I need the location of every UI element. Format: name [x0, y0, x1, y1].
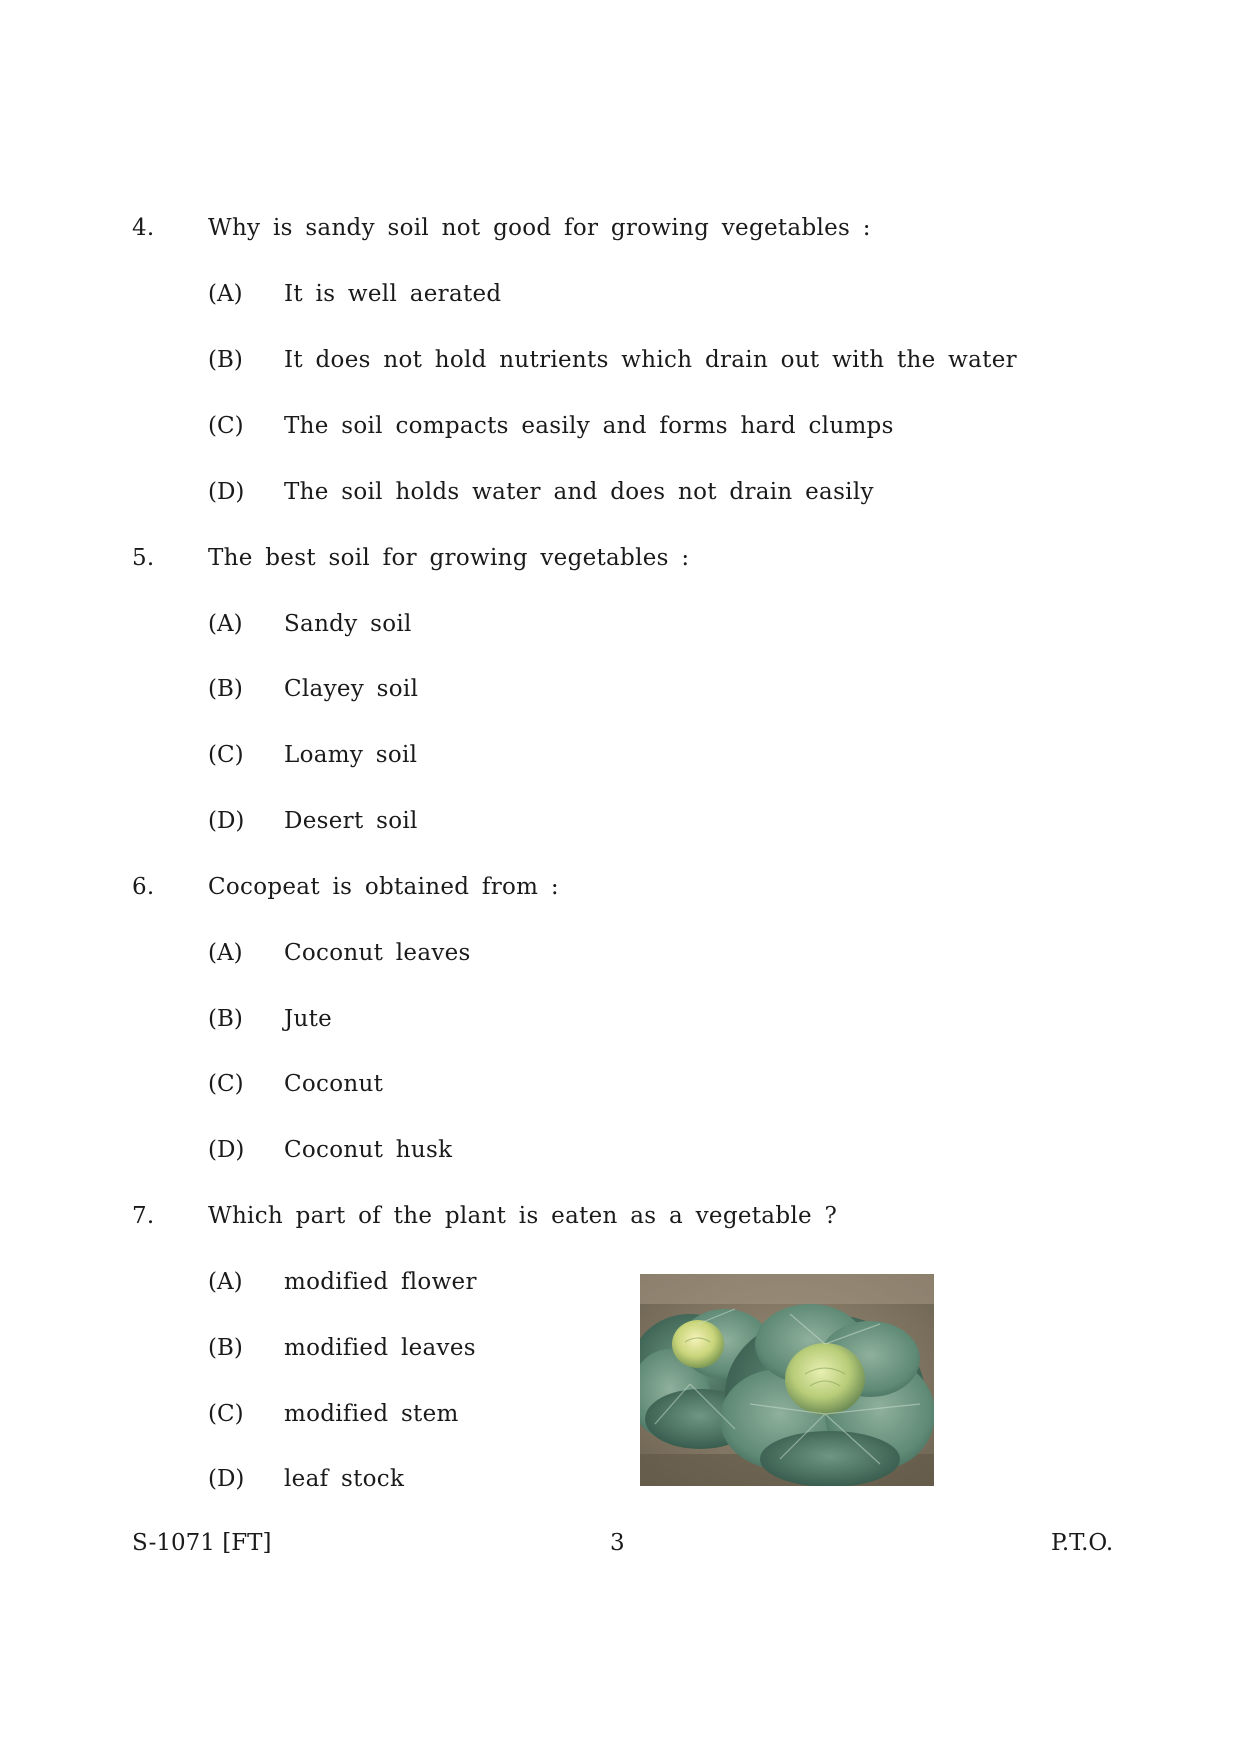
option-letter: (B)	[208, 1335, 243, 1361]
option-a	[0, 609, 1240, 639]
option-letter: (A)	[208, 940, 243, 966]
option-d	[0, 806, 1240, 836]
please-turn-over: P.T.O.	[1051, 1530, 1114, 1556]
option-text: Clayey soil	[284, 676, 419, 702]
option-text: Loamy soil	[284, 742, 418, 768]
question-text: Which part of the plant is eaten as a vegetable ?	[208, 1203, 838, 1229]
option-letter: (C)	[208, 742, 244, 768]
option-letter: (D)	[208, 1137, 245, 1163]
question-number: 4.	[132, 215, 155, 241]
option-text: Coconut leaves	[284, 940, 471, 966]
question-text: Cocopeat is obtained from :	[208, 874, 559, 900]
option-letter: (C)	[208, 1401, 244, 1427]
question-number: 6.	[132, 874, 155, 900]
option-text: modified leaves	[284, 1335, 476, 1361]
option-d	[0, 1135, 1240, 1165]
option-letter: (C)	[208, 1071, 244, 1097]
option-letter: (A)	[208, 611, 243, 637]
page-number: 3	[610, 1530, 625, 1556]
option-letter: (C)	[208, 413, 244, 439]
option-text: Sandy soil	[284, 611, 412, 637]
option-text: modified flower	[284, 1269, 477, 1295]
option-text: Jute	[284, 1006, 333, 1032]
option-letter: (A)	[208, 281, 243, 307]
option-b	[0, 1004, 1240, 1034]
option-text: Coconut husk	[284, 1137, 453, 1163]
option-a	[0, 279, 1240, 309]
option-b	[0, 1333, 1240, 1363]
option-letter: (B)	[208, 347, 243, 373]
option-a	[0, 1267, 1240, 1297]
option-text: modified stem	[284, 1401, 459, 1427]
option-letter: (B)	[208, 676, 243, 702]
question-text: Why is sandy soil not good for growing vegetables :	[208, 215, 871, 241]
option-a	[0, 938, 1240, 968]
paper-code: S-1071 [FT]	[132, 1530, 272, 1556]
option-text: The soil holds water and does not drain easily	[284, 479, 874, 505]
option-text: The soil compacts easily and forms hard clumps	[284, 413, 894, 439]
question-text: The best soil for growing vegetables :	[208, 545, 690, 571]
option-letter: (D)	[208, 1466, 245, 1492]
option-c	[0, 1399, 1240, 1429]
question-number: 5.	[132, 545, 155, 571]
option-text: It is well aerated	[284, 281, 502, 307]
option-text: It does not hold nutrients which drain out with the water	[284, 347, 1017, 373]
option-d	[0, 477, 1240, 507]
cabbage-photo	[640, 1274, 934, 1486]
option-c	[0, 740, 1240, 770]
option-d	[0, 1464, 1240, 1494]
option-letter: (A)	[208, 1269, 243, 1295]
option-letter: (D)	[208, 808, 245, 834]
option-c	[0, 1069, 1240, 1099]
option-b	[0, 674, 1240, 704]
option-text: Desert soil	[284, 808, 418, 834]
option-text: leaf stock	[284, 1466, 405, 1492]
option-b	[0, 345, 1240, 375]
question-number: 7.	[132, 1203, 155, 1229]
option-c	[0, 411, 1240, 441]
option-letter: (D)	[208, 479, 245, 505]
option-letter: (B)	[208, 1006, 243, 1032]
option-text: Coconut	[284, 1071, 384, 1097]
